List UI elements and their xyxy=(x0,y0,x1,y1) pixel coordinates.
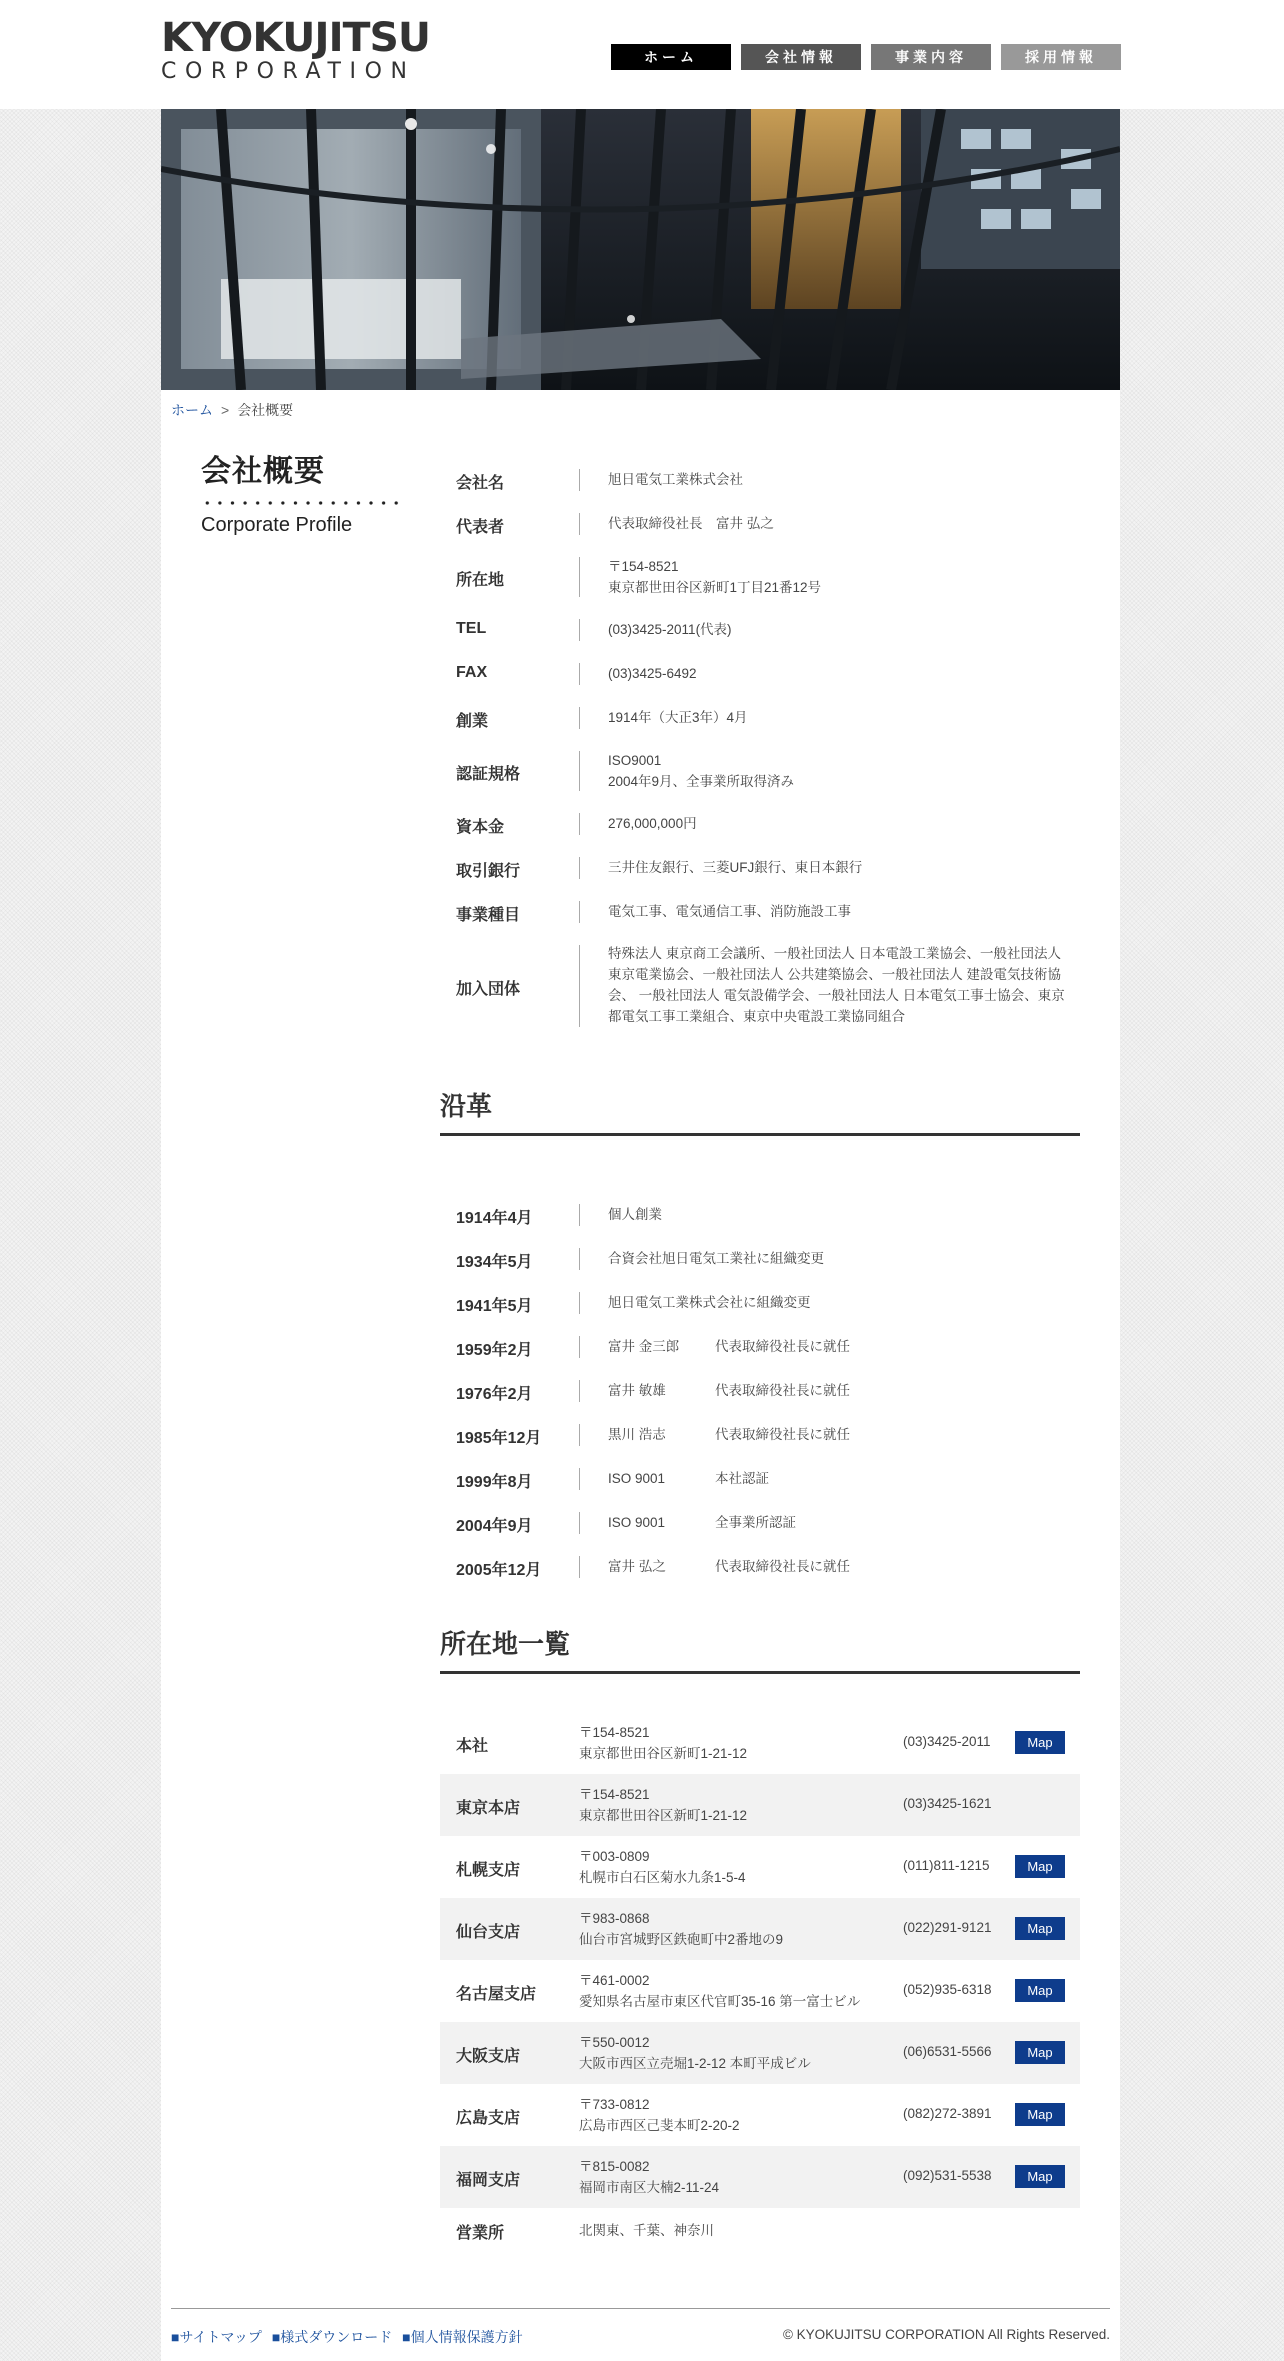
locations-title: 所在地一覧 xyxy=(440,1624,1080,1674)
history-detail: 代表取締役社長に就任 xyxy=(715,1427,850,1442)
row-divider xyxy=(579,663,580,685)
location-address xyxy=(579,1908,783,1950)
location-street: 愛知県名古屋市東区代官町35-16 第一富士ビル xyxy=(579,1994,861,2009)
location-name: 福岡支店 xyxy=(456,2172,521,2189)
logo-line2: CORPORATION xyxy=(161,59,416,84)
location-tel: (03)3425-1621 xyxy=(903,1796,992,1811)
profile-value xyxy=(608,513,1078,534)
profile-row xyxy=(440,696,1080,740)
location-street: 札幌市白石区菊水九条1-5-4 xyxy=(579,1870,746,1885)
profile-row xyxy=(440,652,1080,696)
value-line: 1914年（大正3年）4月 xyxy=(608,710,748,725)
row-divider xyxy=(579,945,580,1027)
profile-value xyxy=(608,619,1078,640)
location-row-office xyxy=(440,2208,1080,2254)
location-street: 大阪市西区立売堀1-2-12 本町平成ビル xyxy=(579,2056,811,2071)
footer-divider xyxy=(171,2308,1110,2309)
page-subtitle: Corporate Profile xyxy=(201,514,353,536)
location-tel: (011)811-1215 xyxy=(903,1858,990,1873)
breadcrumb-current: 会社概要 xyxy=(237,402,294,418)
location-zip: 〒154-8521 xyxy=(579,1725,650,1740)
history-detail: 全事業所認証 xyxy=(715,1515,796,1530)
location-zip: 〒733-0812 xyxy=(579,2097,650,2112)
logo-line1: KYOKUJITSU xyxy=(161,15,430,61)
map-button[interactable]: Map xyxy=(1015,1855,1065,1878)
profile-label: 会社名 xyxy=(456,475,505,492)
location-address xyxy=(579,2156,719,2198)
location-name: 営業所 xyxy=(456,2225,505,2242)
location-zip: 〒815-0082 xyxy=(579,2159,650,2174)
history-row xyxy=(440,1193,1080,1237)
profile-label: 代表者 xyxy=(456,519,505,536)
history-row xyxy=(440,1413,1080,1457)
breadcrumb-separator: > xyxy=(221,402,230,418)
profile-label: 所在地 xyxy=(456,572,505,589)
location-tel: (052)935-6318 xyxy=(903,1982,992,1997)
nav-home[interactable]: ホーム xyxy=(611,44,731,70)
row-divider xyxy=(579,1336,580,1358)
location-zip: 〒983-0868 xyxy=(579,1911,650,1926)
nav-business[interactable]: 事業内容 xyxy=(871,44,991,70)
profile-row xyxy=(440,608,1080,652)
history-date: 1985年12月 xyxy=(456,1430,542,1447)
value-line: 代表取締役社長 富井 弘之 xyxy=(608,516,774,531)
history-row xyxy=(440,1237,1080,1281)
location-row xyxy=(440,1712,1080,1774)
profile-label: 資本金 xyxy=(456,819,505,836)
row-divider xyxy=(579,1248,580,1270)
value-line: 276,000,000円 xyxy=(608,816,697,831)
location-tel: (03)3425-2011 xyxy=(903,1734,991,1749)
row-divider xyxy=(579,707,580,729)
profile-row xyxy=(440,802,1080,846)
history-event: 黒川 浩志 xyxy=(608,1427,666,1442)
location-address xyxy=(579,2032,811,2074)
location-row xyxy=(440,2146,1080,2208)
history-date: 1976年2月 xyxy=(456,1386,533,1403)
row-divider xyxy=(579,751,580,791)
profile-label: 加入団体 xyxy=(456,981,521,998)
footer-links xyxy=(171,2327,529,2347)
row-divider xyxy=(579,857,580,879)
profile-value xyxy=(608,943,1078,1027)
location-tel: (082)272-3891 xyxy=(903,2106,992,2121)
location-tel: (06)6531-5566 xyxy=(903,2044,992,2059)
map-button[interactable]: Map xyxy=(1015,1917,1065,1940)
map-button[interactable]: Map xyxy=(1015,2165,1065,2188)
value-line: 三井住友銀行、三菱UFJ銀行、東日本銀行 xyxy=(608,860,863,875)
row-divider xyxy=(579,813,580,835)
value-line: 特殊法人 東京商工会議所、一般社団法人 日本電設工業協会、一般社団法人 東京電業協会、一般社団法人 公共建築協会、一般社団法人 建設電気技術協会、 一般社団法人 電気設備学会、一般社団法人 日本電気工事士協会、東京都電気工事工業組合、東京中央電設工業協同組合 xyxy=(608,946,1065,1024)
history-row xyxy=(440,1501,1080,1545)
location-street: 東京都世田谷区新町1-21-12 xyxy=(579,1808,748,1823)
footer-link-privacy[interactable]: ■個人情報保護方針 xyxy=(402,2329,523,2345)
location-street: 東京都世田谷区新町1-21-12 xyxy=(579,1746,748,1761)
location-address xyxy=(579,1970,860,2012)
history-event: ISO 9001 xyxy=(608,1515,666,1530)
profile-label: TEL xyxy=(456,620,487,637)
location-tel: (092)531-5538 xyxy=(903,2168,992,2183)
location-street: 広島市西区己斐本町2-20-2 xyxy=(579,2118,740,2133)
row-divider xyxy=(579,1468,580,1490)
history-date: 2004年9月 xyxy=(456,1518,533,1535)
profile-label: 事業種目 xyxy=(456,907,521,924)
location-name: 名古屋支店 xyxy=(456,1986,537,2003)
history-date: 1914年4月 xyxy=(456,1210,533,1227)
history-detail: 代表取締役社長に就任 xyxy=(715,1383,850,1398)
profile-row xyxy=(440,890,1080,934)
history-title: 沿革 xyxy=(440,1086,1080,1136)
profile-label: 創業 xyxy=(456,713,489,730)
value-line: 2004年9月、全事業所取得済み xyxy=(608,774,795,789)
history-event: 富井 弘之 xyxy=(608,1559,666,1574)
location-address xyxy=(579,1846,746,1888)
profile-row xyxy=(440,458,1080,502)
location-name: 東京本店 xyxy=(456,1800,521,1817)
history-row xyxy=(440,1325,1080,1369)
history-row xyxy=(440,1369,1080,1413)
profile-value xyxy=(608,707,1078,728)
logo[interactable] xyxy=(161,15,441,84)
profile-row xyxy=(440,934,1080,1038)
history-row xyxy=(440,1545,1080,1589)
history-event: 合資会社旭日電気工業社に組織変更 xyxy=(608,1251,824,1266)
profile-label: 取引銀行 xyxy=(456,863,521,880)
history-date: 1941年5月 xyxy=(456,1298,533,1315)
location-street: 福岡市南区大楠2-11-24 xyxy=(579,2180,720,2195)
location-address xyxy=(579,1722,747,1764)
row-divider xyxy=(579,1512,580,1534)
row-divider xyxy=(579,1424,580,1446)
sidebar-title xyxy=(201,454,403,537)
footer-link-sitemap[interactable]: ■サイトマップ xyxy=(171,2329,262,2345)
location-address xyxy=(579,1784,747,1826)
map-button[interactable]: Map xyxy=(1015,2041,1065,2064)
location-row xyxy=(440,1960,1080,2022)
footer-link-download[interactable]: ■様式ダウンロード xyxy=(271,2329,393,2345)
dotted-divider xyxy=(201,500,403,506)
history-date: 1999年8月 xyxy=(456,1474,533,1491)
value-line: (03)3425-2011(代表) xyxy=(608,622,732,637)
location-zip: 〒154-8521 xyxy=(579,1787,650,1802)
location-tel: (022)291-9121 xyxy=(903,1920,992,1935)
history-date: 1934年5月 xyxy=(456,1254,533,1271)
history-date: 2005年12月 xyxy=(456,1562,542,1579)
location-zip: 〒550-0012 xyxy=(579,2035,650,2050)
location-zip: 〒003-0809 xyxy=(579,1849,650,1864)
location-name: 札幌支店 xyxy=(456,1862,521,1879)
nav-recruit[interactable]: 採用情報 xyxy=(1001,44,1121,70)
profile-value xyxy=(608,556,1078,598)
row-divider xyxy=(579,1380,580,1402)
location-name: 広島支店 xyxy=(456,2110,521,2127)
row-divider xyxy=(579,469,580,491)
map-button[interactable]: Map xyxy=(1015,2103,1065,2126)
profile-label: FAX xyxy=(456,664,488,681)
row-divider xyxy=(579,1204,580,1226)
history-detail: 代表取締役社長に就任 xyxy=(715,1339,850,1354)
site-header xyxy=(0,0,1284,109)
history-detail: 本社認証 xyxy=(715,1471,769,1486)
history-date: 1959年2月 xyxy=(456,1342,533,1359)
history-event: 富井 金三郎 xyxy=(608,1339,680,1354)
row-divider xyxy=(579,1292,580,1314)
location-name: 仙台支店 xyxy=(456,1924,521,1941)
profile-value xyxy=(608,901,1078,922)
profile-value xyxy=(608,469,1078,490)
history-event: 富井 敏雄 xyxy=(608,1383,666,1398)
row-divider xyxy=(579,1556,580,1578)
location-zip: 〒461-0002 xyxy=(579,1973,650,1988)
location-address xyxy=(579,2094,740,2136)
main-content xyxy=(161,109,1120,2361)
history-detail: 代表取締役社長に就任 xyxy=(715,1559,850,1574)
location-name: 本社 xyxy=(456,1738,489,1755)
office-areas: 北関東、千葉、神奈川 xyxy=(579,2223,714,2238)
row-divider xyxy=(579,557,580,597)
building-photo xyxy=(161,109,1120,390)
profile-value xyxy=(608,813,1078,834)
location-row xyxy=(440,2022,1080,2084)
profile-row xyxy=(440,740,1080,802)
value-line: 電気工事、電気通信工事、消防施設工事 xyxy=(608,904,851,919)
value-line: 東京都世田谷区新町1丁目21番12号 xyxy=(608,580,822,595)
value-line: ISO9001 xyxy=(608,753,662,768)
value-line: (03)3425-6492 xyxy=(608,666,697,681)
copyright: © KYOKUJITSU CORPORATION All Rights Reserved. xyxy=(782,2327,1110,2342)
profile-value xyxy=(608,750,1078,792)
history-event: 旭日電気工業株式会社に組織変更 xyxy=(608,1295,811,1310)
profile-label: 認証規格 xyxy=(456,766,521,783)
global-nav xyxy=(611,44,1121,70)
row-divider xyxy=(579,901,580,923)
breadcrumb xyxy=(171,400,293,420)
profile-value xyxy=(608,857,1078,878)
history-event: ISO 9001 xyxy=(608,1471,666,1486)
profile-row xyxy=(440,546,1080,608)
profile-row xyxy=(440,502,1080,546)
history-row xyxy=(440,1457,1080,1501)
page-title: 会社概要 xyxy=(201,455,325,488)
location-row xyxy=(440,2084,1080,2146)
location-row xyxy=(440,1898,1080,1960)
map-button[interactable]: Map xyxy=(1015,1731,1065,1754)
breadcrumb-home[interactable]: ホーム xyxy=(171,402,213,418)
nav-company[interactable]: 会社情報 xyxy=(741,44,861,70)
profile-value xyxy=(608,663,1078,684)
location-row xyxy=(440,1836,1080,1898)
location-street: 仙台市宮城野区鉄砲町中2番地の9 xyxy=(579,1932,784,1947)
history-row xyxy=(440,1281,1080,1325)
hero-building-image xyxy=(161,109,1120,390)
map-button[interactable]: Map xyxy=(1015,1979,1065,2002)
value-line: 旭日電気工業株式会社 xyxy=(608,472,743,487)
location-row xyxy=(440,1774,1080,1836)
history-event: 個人創業 xyxy=(608,1207,662,1222)
row-divider xyxy=(579,513,580,535)
profile-row xyxy=(440,846,1080,890)
row-divider xyxy=(579,619,580,641)
location-name: 大阪支店 xyxy=(456,2048,521,2065)
value-line: 〒154-8521 xyxy=(608,559,679,574)
